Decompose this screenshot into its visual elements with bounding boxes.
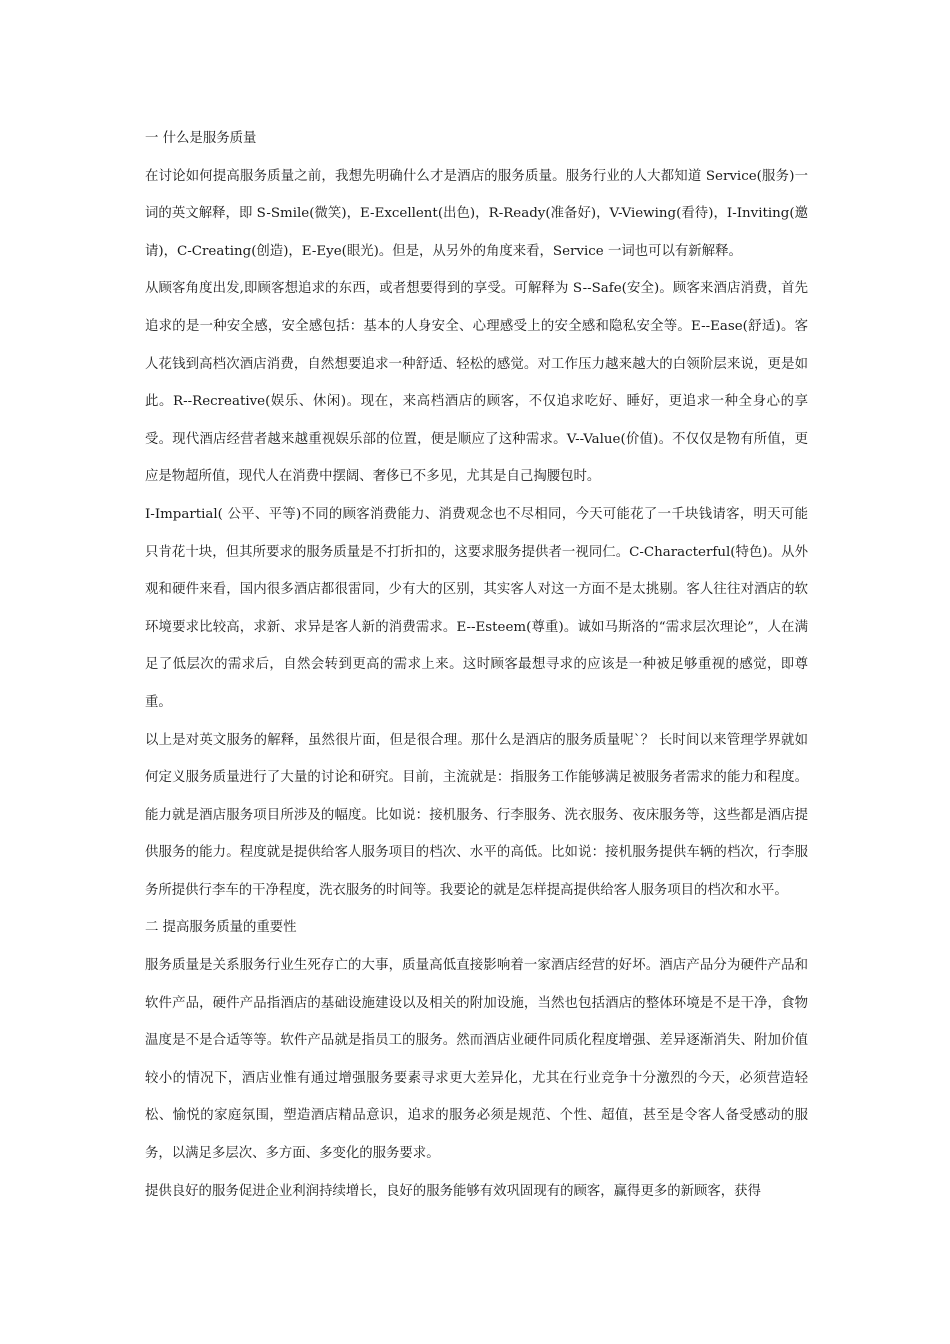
paragraph: 以上是对英文服务的解释，虽然很片面，但是很合理。那什么是酒店的服务质量呢`？ 长时间以来管理学界就如何定义服务质量进行了大量的讨论和研究。目前，主流就是：指服务工作能够满足被服务者需求的能力和程度。能力就是酒店服务项目所涉及的幅度。比如说：接机服务、行李服务、洗衣服务、夜床服务等，这些都是酒店提供服务的能力。程度就是提供给客人服务项目的档次、水平的高低。比如说：接机服务提供车辆的档次，行李服务所提供行李车的干净程度，洗衣服务的时间等。我要论的就是怎样提高提供给客人服务项目的档次和水平。 (145, 732, 808, 898)
section-heading-2: 二 提高服务质量的重要性 (145, 920, 297, 936)
paragraph: I-Impartial( 公平、平等)不同的顾客消费能力、消费观念也不尽相同，今天可能花了一千块钱请客，明天可能只肯花十块，但其所要求的服务质量是不打折扣的，这要求服务提供者一视同仁。C-Characterful(特色)。从外观和硬件来看，国内很多酒店都很雷同，少有大的区别，其实客人对这一方面不是太挑剔。客人往往对酒店的软环境要求比较高，求新、求异是客人新的消费需求。E--Esteem(尊重)。诚如马斯洛的“需求层次理论”，人在满足了低层次的需求后，自然会转到更高的需求上来。这时顾客最想寻求的应该是一种被足够重视的感觉，即尊重。 (145, 506, 808, 710)
paragraph: 服务质量是关系服务行业生死存亡的大事，质量高低直接影响着一家酒店经营的好坏。酒店产品分为硬件产品和软件产品，硬件产品指酒店的基础设施建设以及相关的附加设施，当然也包括酒店的整体环境是不是干净，食物温度是不是合适等等。软件产品就是指员工的服务。然而酒店业硬件同质化程度增强、差异逐渐消失、附加价值较小的情况下，酒店业惟有通过增强服务要素寻求更大差异化，尤其在行业竞争十分激烈的今天，必须营造轻松、愉悦的家庭氛围，塑造酒店精品意识，追求的服务必须是规范、个性、超值，甚至是令客人备受感动的服务，以满足多层次、多方面、多变化的服务要求。 (145, 958, 808, 1162)
document-body (145, 120, 808, 1210)
paragraph: 从顾客角度出发,即顾客想追求的东西，或者想要得到的享受。可解释为 S--Safe(安全)。顾客来酒店消费，首先追求的是一种安全感，安全感包括：基本的人身安全、心理感受上的安全感和隐私安全等。E--Ease(舒适)。客人花钱到高档次酒店消费，自然想要追求一种舒适、轻松的感觉。对工作压力越来越大的白领阶层来说，更是如此。R--Recreative(娱乐、休闲)。现在，来高档酒店的顾客，不仅追求吃好、睡好，更追求一种全身心的享受。现代酒店经营者越来越重视娱乐部的位置，便是顺应了这种需求。V--Value(价值)。不仅仅是物有所值，更应是物超所值，现代人在消费中摆阔、奢侈已不多见，尤其是自己掏腰包时。 (145, 281, 808, 485)
section-heading-1: 一 什么是服务质量 (145, 131, 257, 146)
paragraph: 提供良好的服务促进企业利润持续增长，良好的服务能够有效巩固现有的顾客，赢得更多的新顾客，获得 (145, 1183, 761, 1199)
paragraph: 在讨论如何提高服务质量之前，我想先明确什么才是酒店的服务质量。服务行业的人大都知道 Service(服务)一词的英文解释，即 S-Smile(微笑)，E-Excellent(出色)，R-Ready(准备好)，V-Viewing(看待)，I-Inviting(邀请)，C-Creating(创造)，E-Eye(眼光)。但是，从另外的角度来看，Service 一词也可以有新解释。 (145, 168, 808, 259)
